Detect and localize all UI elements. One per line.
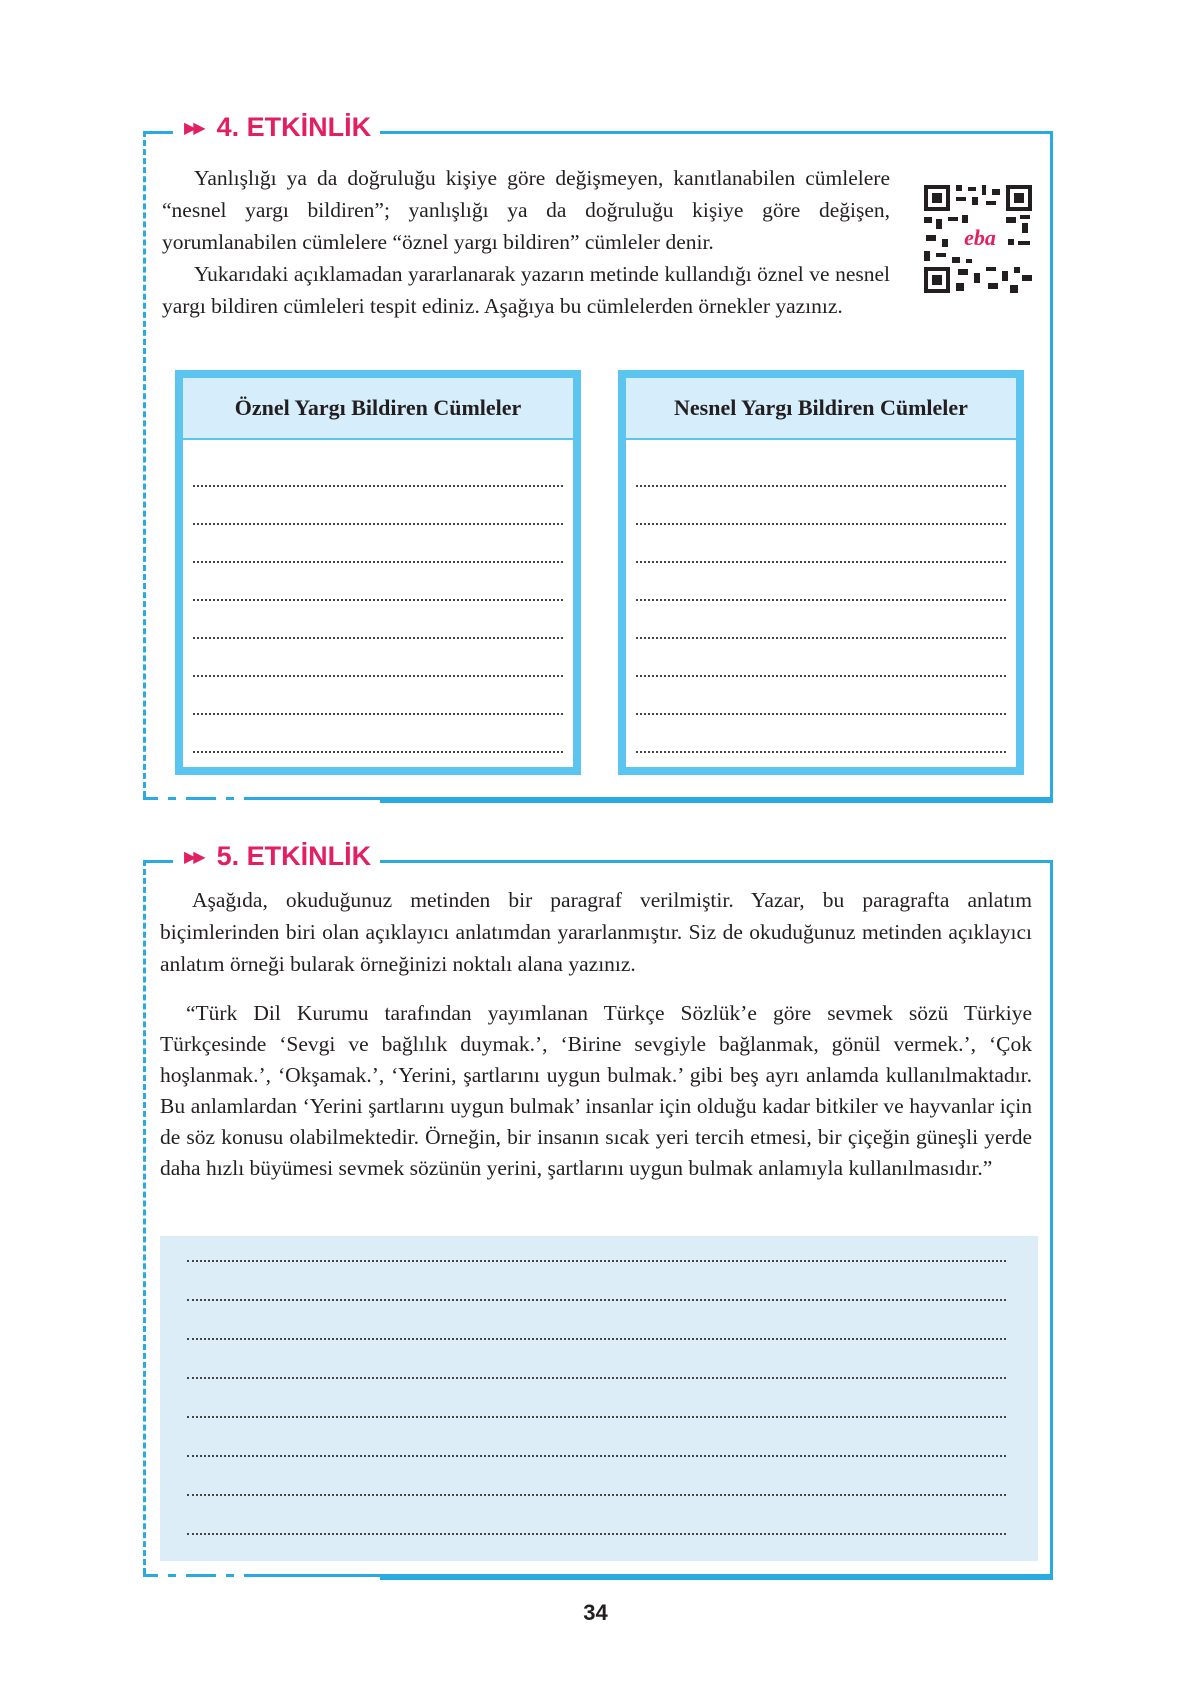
answer-line[interactable] — [636, 751, 1006, 753]
eba-logo: eba — [964, 225, 996, 250]
answer-line[interactable] — [187, 1416, 1006, 1418]
answer-line[interactable] — [636, 485, 1006, 487]
activity-5-intro: Aşağıda, okuduğunuz metinden bir paragraf verilmiştir. Yazar, bu paragrafta anlatım biçimlerinden biri olan açıklayıcı anlatımdan yararlanmıştır. Siz de okuduğunuz metinden açıklayıcı anlatım örneği bularak örneğinizi noktalı alana yazınız. — [160, 888, 1032, 976]
activity-4-paragraph-2: Yukarıdaki açıklamadan yararlanarak yazarın metinde kullandığı öznel ve nesnel yargı bildiren cümleleri tespit ediniz. Aşağıya bu cümlelerden örnekler yazınız. — [162, 262, 890, 318]
answer-area[interactable] — [160, 1236, 1038, 1561]
answer-line[interactable] — [636, 713, 1006, 715]
answer-line[interactable] — [636, 675, 1006, 677]
activity-5-heading: ▶▶ 5. ETKİNLİK — [178, 841, 375, 872]
answer-line[interactable] — [187, 1299, 1006, 1301]
answer-line[interactable] — [187, 1455, 1006, 1457]
answer-line[interactable] — [193, 561, 563, 563]
answer-line[interactable] — [193, 637, 563, 639]
answer-line[interactable] — [636, 561, 1006, 563]
answer-line[interactable] — [187, 1377, 1006, 1379]
answer-line[interactable] — [193, 523, 563, 525]
objective-sentences-table — [618, 370, 1024, 775]
answer-line[interactable] — [193, 485, 563, 487]
answer-line[interactable] — [187, 1338, 1006, 1340]
activity-4-paragraph-1: Yanlışlığı ya da doğruluğu kişiye göre değişmeyen, kanıtlanabilen cümlelere “nesnel yargı bildiren”; yanlışlığı ya da doğruluğu kişiye göre değişen, yorumlanabilen cümlelere “öznel yargı bildiren” cümleler denir. — [162, 166, 890, 254]
table-header-objective: Nesnel Yargı Bildiren Cümleler — [626, 378, 1016, 440]
answer-line[interactable] — [636, 599, 1006, 601]
answer-line[interactable] — [187, 1533, 1006, 1535]
table-header-subjective: Öznel Yargı Bildiren Cümleler — [183, 378, 573, 440]
answer-line[interactable] — [187, 1260, 1006, 1262]
qr-code-icon[interactable] — [922, 183, 1034, 295]
double-arrow-icon: ▶▶ — [184, 848, 203, 866]
answer-line[interactable] — [187, 1494, 1006, 1496]
answer-line[interactable] — [193, 751, 563, 753]
activity-5-quote: “Türk Dil Kurumu tarafından yayımlanan Türkçe Sözlük’e göre sevmek sözü Türkiye Türkçesinde ‘Sevgi ve bağlılık duymak.’, ‘Birine sevgiyle bağlanmak, gönül vermek.’, ‘Çok hoşlanmak.’, ‘Okşamak.’, ‘Yerini, şartlarını uygun bulmak.’ gibi beş ayrı anlamda kullanılmaktadır. Bu anlamlardan ‘Yerini şartlarını uygun bulmak’ insanlar için olduğu kadar bitkiler ve hayvanlar için de söz konusu olabilmektedir. Örneğin, bir insanın sıcak yeri tercih etmesi, bir çiçeğin güneşli yerde daha hızlı büyümesi sevmek sözünün yerini, şartlarını uygun bulmak anlamıyla kullanılmasıdır.” — [160, 1001, 1032, 1180]
answer-line[interactable] — [193, 675, 563, 677]
answer-line[interactable] — [636, 637, 1006, 639]
activity-4-heading: ▶▶ 4. ETKİNLİK — [178, 112, 375, 143]
subjective-sentences-table — [175, 370, 581, 775]
answer-line[interactable] — [193, 599, 563, 601]
answer-line[interactable] — [193, 713, 563, 715]
double-arrow-icon: ▶▶ — [184, 119, 203, 137]
activity-4-instructions — [162, 162, 890, 322]
page-number: 34 — [583, 1600, 608, 1625]
answer-line[interactable] — [636, 523, 1006, 525]
